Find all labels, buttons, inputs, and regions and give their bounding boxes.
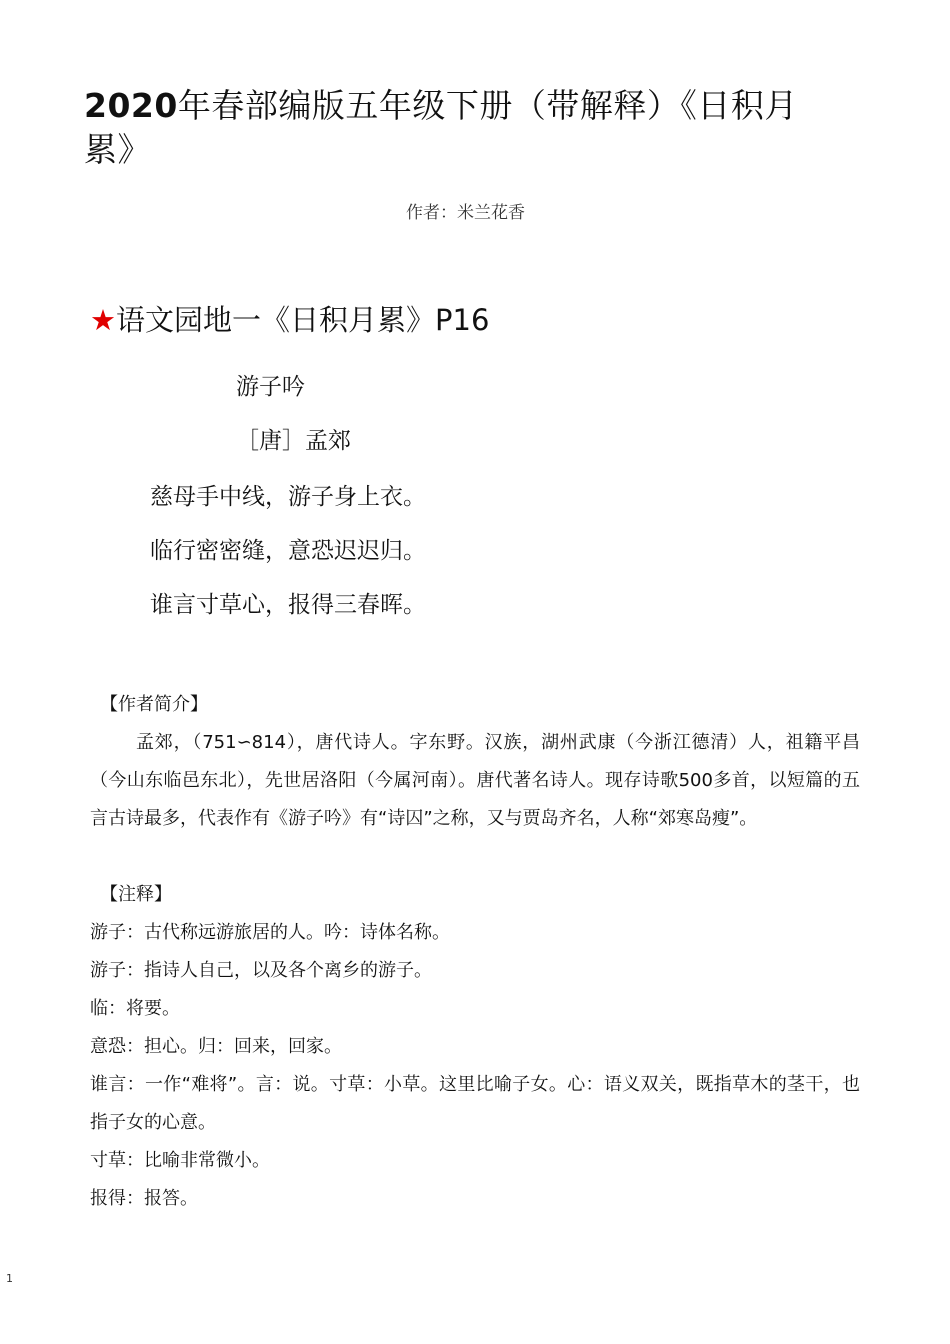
section-heading — [90, 300, 489, 340]
page-number: 1 — [6, 1272, 13, 1285]
document-title-line2: 累》 — [84, 130, 151, 169]
note-item: 报得：报答。 — [90, 1188, 198, 1209]
poem-line: 谁言寸草心，报得三春晖。 — [150, 592, 426, 618]
document-title — [84, 86, 874, 126]
author-line: 作者：米兰花香 — [406, 203, 525, 223]
note-item: 临：将要。 — [90, 998, 180, 1019]
title-year: 2020 — [84, 86, 178, 125]
poem-line: 临行密密缝，意恐迟迟归。 — [150, 538, 426, 564]
note-item: 游子：指诗人自己，以及各个离乡的游子。 — [90, 960, 432, 981]
note-item: 寸草：比喻非常微小。 — [90, 1150, 270, 1171]
section-heading-text: 语文园地一《日积月累》P16 — [116, 303, 490, 337]
poem-title: 游子吟 — [236, 374, 305, 400]
notes-heading: 【注释】 — [100, 884, 172, 905]
poem-line: 慈母手中线，游子身上衣。 — [150, 484, 426, 510]
author-intro-heading: 【作者简介】 — [100, 694, 208, 715]
author-intro-paragraph: 孟郊，（751∽814），唐代诗人。字东野。汉族，湖州武康（今浙江德清）人，祖籍平昌（今山东临邑东北），先世居洛阳（今属河南）。唐代著名诗人。现存诗歌500多首，以短篇的五言古诗最多，代表作有《游子吟》有“诗囚”之称，又与贾岛齐名，人称“郊寒岛瘦”。 — [90, 732, 860, 829]
star-icon: ★ — [90, 303, 116, 337]
note-item: 意恐：担心。归：回来，回家。 — [90, 1036, 342, 1057]
title-line1: 年春部编版五年级下册（带解释）《日积月 — [177, 86, 798, 125]
poem-dynasty-author: ［唐］孟郊 — [236, 428, 351, 454]
note-item: 游子：古代称远游旅居的人。吟：诗体名称。 — [90, 922, 450, 943]
note-item: 谁言：一作“难将”。言：说。寸草：小草。这里比喻子女。心：语义双关，既指草木的茎干，也指子女的心意。 — [90, 1074, 860, 1133]
